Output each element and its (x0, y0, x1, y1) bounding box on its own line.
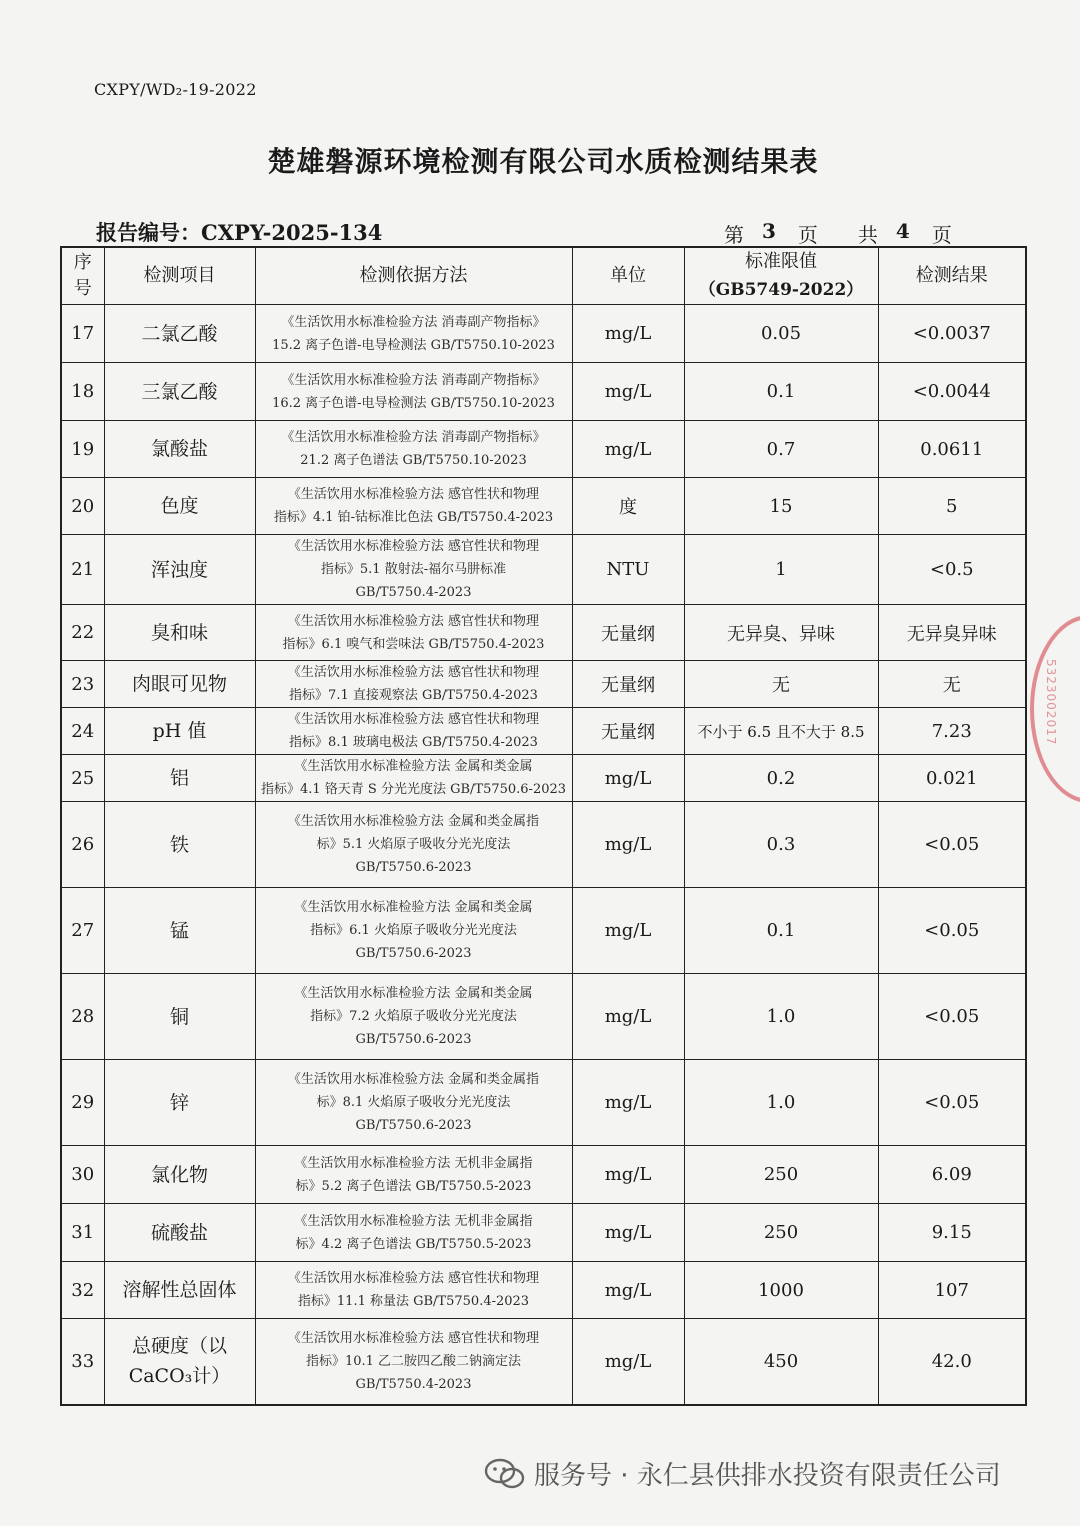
method-line: 标》4.2 离子色谱法 GB/T5750.5-2023 (295, 1236, 532, 1252)
method-line: 《生活饮用水标准检验方法 感官性状和物理 (287, 539, 540, 554)
row-number: 20 (61, 478, 104, 535)
method-cell (255, 363, 572, 421)
method-cell (255, 1262, 572, 1319)
unit: mg/L (572, 363, 684, 421)
table-row (61, 802, 1026, 888)
table-row (61, 535, 1026, 605)
item-name: 三氯乙酸 (104, 363, 255, 421)
method-cell (255, 305, 572, 363)
unit: mg/L (572, 802, 684, 888)
method-line: 指标》7.1 直接观察法 GB/T5750.4-2023 (289, 688, 538, 703)
unit: mg/L (572, 755, 684, 802)
standard-limit: 1000 (684, 1262, 878, 1319)
method-line: 《生活饮用水标准检验方法 感官性状和物理 (287, 665, 540, 680)
table-row (61, 708, 1026, 755)
unit: mg/L (572, 974, 684, 1060)
method-line: 《生活饮用水标准检验方法 无机非金属指 (294, 1213, 533, 1229)
unit: mg/L (572, 305, 684, 363)
method-line: 《生活饮用水标准检验方法 无机非金属指 (294, 1155, 533, 1171)
table-row (61, 1060, 1026, 1146)
standard-limit: 15 (684, 478, 878, 535)
footer-text: 服务号 · 永仁县供排水投资有限责任公司 (534, 1461, 1001, 1491)
unit: 无量纲 (572, 708, 684, 755)
method-line: 16.2 离子色谱-电导检测法 GB/T5750.10-2023 (272, 395, 555, 411)
method-line: GB/T5750.6-2023 (355, 1118, 472, 1133)
unit: 度 (572, 478, 684, 535)
item-name: 铜 (104, 974, 255, 1060)
method-line: 《生活饮用水标准检验方法 感官性状和物理 (287, 1271, 540, 1286)
wechat-icon (484, 1458, 526, 1490)
method-line: 指标》5.1 散射法-福尔马肼标准 (320, 562, 507, 577)
standard-limit: 0.3 (684, 802, 878, 888)
method-line: 指标》8.1 玻璃电极法 GB/T5750.4-2023 (289, 735, 538, 750)
item-name: 铝 (104, 755, 255, 802)
method-line: 《生活饮用水标准检验方法 消毒副产物指标》 (281, 372, 546, 388)
method-line: 指标》10.1 乙二胺四乙酸二钠滴定法 (305, 1353, 522, 1369)
test-result: 无异臭异味 (878, 605, 1026, 661)
header-result: 检测结果 (878, 247, 1026, 305)
method-line: 指标》4.1 铂-钴标准比色法 GB/T5750.4-2023 (273, 510, 554, 525)
method-cell (255, 708, 572, 755)
row-number: 33 (61, 1319, 104, 1405)
item-name: pH 值 (104, 708, 255, 755)
item-name: 色度 (104, 478, 255, 535)
standard-limit: 0.05 (684, 305, 878, 363)
unit: mg/L (572, 1146, 684, 1204)
item-name: 臭和味 (104, 605, 255, 661)
test-result: <0.05 (878, 802, 1026, 888)
page-info (724, 219, 952, 248)
test-result: 5 (878, 478, 1026, 535)
table-row (61, 605, 1026, 661)
unit: mg/L (572, 421, 684, 478)
method-cell (255, 535, 572, 605)
item-name: 锰 (104, 888, 255, 974)
method-line: GB/T5750.6-2023 (355, 946, 472, 961)
table-row (61, 755, 1026, 802)
method-line: 《生活饮用水标准检验方法 感官性状和物理 (287, 613, 540, 629)
item-name: 肉眼可见物 (104, 661, 255, 708)
item-name: 锌 (104, 1060, 255, 1146)
standard-limit: 450 (684, 1319, 878, 1405)
method-cell (255, 661, 572, 708)
page-suffix: 页 (797, 223, 818, 247)
header-limit-line1: 标准限值 (745, 251, 817, 272)
method-line: 《生活饮用水标准检验方法 感官性状和物理 (287, 487, 540, 502)
standard-limit: 1.0 (684, 974, 878, 1060)
test-result: <0.05 (878, 1060, 1026, 1146)
method-line: 《生活饮用水标准检验方法 金属和类金属指 (287, 1072, 540, 1087)
header-unit: 单位 (572, 247, 684, 305)
row-number: 26 (61, 802, 104, 888)
standard-limit: 0.2 (684, 755, 878, 802)
table-row (61, 661, 1026, 708)
method-line: 标》5.2 离子色谱法 GB/T5750.5-2023 (295, 1178, 532, 1194)
method-line: 指标》6.1 火焰原子吸收分光光度法 (310, 923, 517, 938)
test-result: 107 (878, 1262, 1026, 1319)
unit: mg/L (572, 1060, 684, 1146)
row-number: 21 (61, 535, 104, 605)
method-line: GB/T5750.4-2023 (355, 585, 472, 600)
unit: mg/L (572, 888, 684, 974)
method-line: 《生活饮用水标准检验方法 金属和类金属 (294, 986, 533, 1001)
unit: mg/L (572, 1262, 684, 1319)
standard-limit: 不小于 6.5 且不大于 8.5 (684, 708, 878, 755)
standard-limit: 1.0 (684, 1060, 878, 1146)
unit: 无量纲 (572, 605, 684, 661)
unit: NTU (572, 535, 684, 605)
header-row (61, 247, 1026, 305)
test-result: 42.0 (878, 1319, 1026, 1405)
standard-limit: 无异臭、异味 (684, 605, 878, 661)
row-number: 23 (61, 661, 104, 708)
method-cell (255, 1319, 572, 1405)
standard-limit: 0.1 (684, 888, 878, 974)
table-row (61, 1262, 1026, 1319)
method-line: 《生活饮用水标准检验方法 消毒副产物指标》 (281, 430, 546, 445)
method-cell (255, 802, 572, 888)
method-line: 指标》6.1 嗅气和尝味法 GB/T5750.4-2023 (282, 636, 545, 652)
header-method: 检测依据方法 (255, 247, 572, 305)
total-suffix: 页 (931, 223, 952, 247)
item-name: 浑浊度 (104, 535, 255, 605)
item-name: 硫酸盐 (104, 1204, 255, 1262)
method-line: GB/T5750.6-2023 (355, 1032, 472, 1047)
results-table (60, 246, 1027, 1406)
total-prefix: 共 (857, 223, 878, 247)
item-name: 溶解性总固体 (104, 1262, 255, 1319)
standard-limit: 1 (684, 535, 878, 605)
test-result: 0.0611 (878, 421, 1026, 478)
table-row (61, 421, 1026, 478)
row-number: 19 (61, 421, 104, 478)
standard-limit: 0.1 (684, 363, 878, 421)
test-result: <0.05 (878, 974, 1026, 1060)
test-result: <0.05 (878, 888, 1026, 974)
method-line: 指标》4.1 铬天青 S 分光光度法 GB/T5750.6-2023 (260, 782, 567, 797)
method-line: 21.2 离子色谱法 GB/T5750.10-2023 (300, 453, 527, 468)
method-cell (255, 605, 572, 661)
method-line: 标》8.1 火焰原子吸收分光光度法 (316, 1095, 511, 1110)
method-line: 15.2 离子色谱-电导检测法 GB/T5750.10-2023 (272, 337, 555, 353)
standard-limit: 无 (684, 661, 878, 708)
page-number: 3 (762, 219, 776, 243)
method-line: GB/T5750.4-2023 (355, 1376, 472, 1392)
table-row (61, 974, 1026, 1060)
standard-limit: 250 (684, 1146, 878, 1204)
item-name: 总硬度（以CaCO₃计） (104, 1319, 255, 1405)
test-result: <0.0037 (878, 305, 1026, 363)
header-item: 检测项目 (104, 247, 255, 305)
document-title: 楚雄磐源环境检测有限公司水质检测结果表 (267, 145, 819, 178)
row-number: 28 (61, 974, 104, 1060)
method-cell (255, 755, 572, 802)
unit: 无量纲 (572, 661, 684, 708)
document-code: CXPY/WD₂-19-2022 (94, 80, 257, 99)
row-number: 18 (61, 363, 104, 421)
row-number: 29 (61, 1060, 104, 1146)
seal-number: 5323002017 (1044, 659, 1058, 746)
header-limit-line2: （GB5749-2022） (698, 280, 864, 300)
table-row (61, 1146, 1026, 1204)
method-line: 《生活饮用水标准检验方法 金属和类金属 (294, 900, 533, 915)
item-name: 氯酸盐 (104, 421, 255, 478)
method-cell (255, 421, 572, 478)
row-number: 27 (61, 888, 104, 974)
total-pages: 4 (895, 219, 910, 243)
table-row (61, 478, 1026, 535)
method-line: 《生活饮用水标准检验方法 感官性状和物理 (287, 712, 540, 727)
method-cell (255, 478, 572, 535)
table-row (61, 1204, 1026, 1262)
test-result: 7.23 (878, 708, 1026, 755)
method-cell (255, 888, 572, 974)
table-row (61, 1319, 1026, 1405)
page-prefix: 第 (724, 223, 744, 247)
method-line: 《生活饮用水标准检验方法 感官性状和物理 (287, 1330, 540, 1346)
unit: mg/L (572, 1319, 684, 1405)
header-no: 序号 (61, 247, 104, 305)
test-result: 无 (878, 661, 1026, 708)
method-cell (255, 1204, 572, 1262)
method-cell (255, 974, 572, 1060)
table-row (61, 888, 1026, 974)
test-result: <0.0044 (878, 363, 1026, 421)
method-line: 标》5.1 火焰原子吸收分光光度法 (316, 837, 511, 852)
table-row (61, 305, 1026, 363)
method-line: 《生活饮用水标准检验方法 金属和类金属 (294, 759, 533, 774)
row-number: 22 (61, 605, 104, 661)
method-line: 指标》7.2 火焰原子吸收分光光度法 (310, 1009, 517, 1024)
test-result: <0.5 (878, 535, 1026, 605)
report-number: 报告编号：CXPY-2025-134 (96, 220, 383, 245)
row-number: 30 (61, 1146, 104, 1204)
header-limit (684, 247, 878, 305)
row-number: 25 (61, 755, 104, 802)
footer-caption (484, 1455, 1001, 1492)
red-seal-stamp (1030, 615, 1080, 803)
method-line: 《生活饮用水标准检验方法 金属和类金属指 (287, 814, 540, 829)
test-result: 6.09 (878, 1146, 1026, 1204)
test-result: 9.15 (878, 1204, 1026, 1262)
standard-limit: 250 (684, 1204, 878, 1262)
item-name: 氯化物 (104, 1146, 255, 1204)
item-name: 铁 (104, 802, 255, 888)
row-number: 31 (61, 1204, 104, 1262)
item-name: 二氯乙酸 (104, 305, 255, 363)
unit: mg/L (572, 1204, 684, 1262)
standard-limit: 0.7 (684, 421, 878, 478)
method-line: 《生活饮用水标准检验方法 消毒副产物指标》 (281, 314, 546, 330)
test-result: 0.021 (878, 755, 1026, 802)
row-number: 32 (61, 1262, 104, 1319)
row-number: 17 (61, 305, 104, 363)
method-line: 指标》11.1 称量法 GB/T5750.4-2023 (297, 1294, 530, 1309)
method-line: GB/T5750.6-2023 (355, 860, 472, 875)
table-row (61, 363, 1026, 421)
method-cell (255, 1060, 572, 1146)
method-cell (255, 1146, 572, 1204)
row-number: 24 (61, 708, 104, 755)
